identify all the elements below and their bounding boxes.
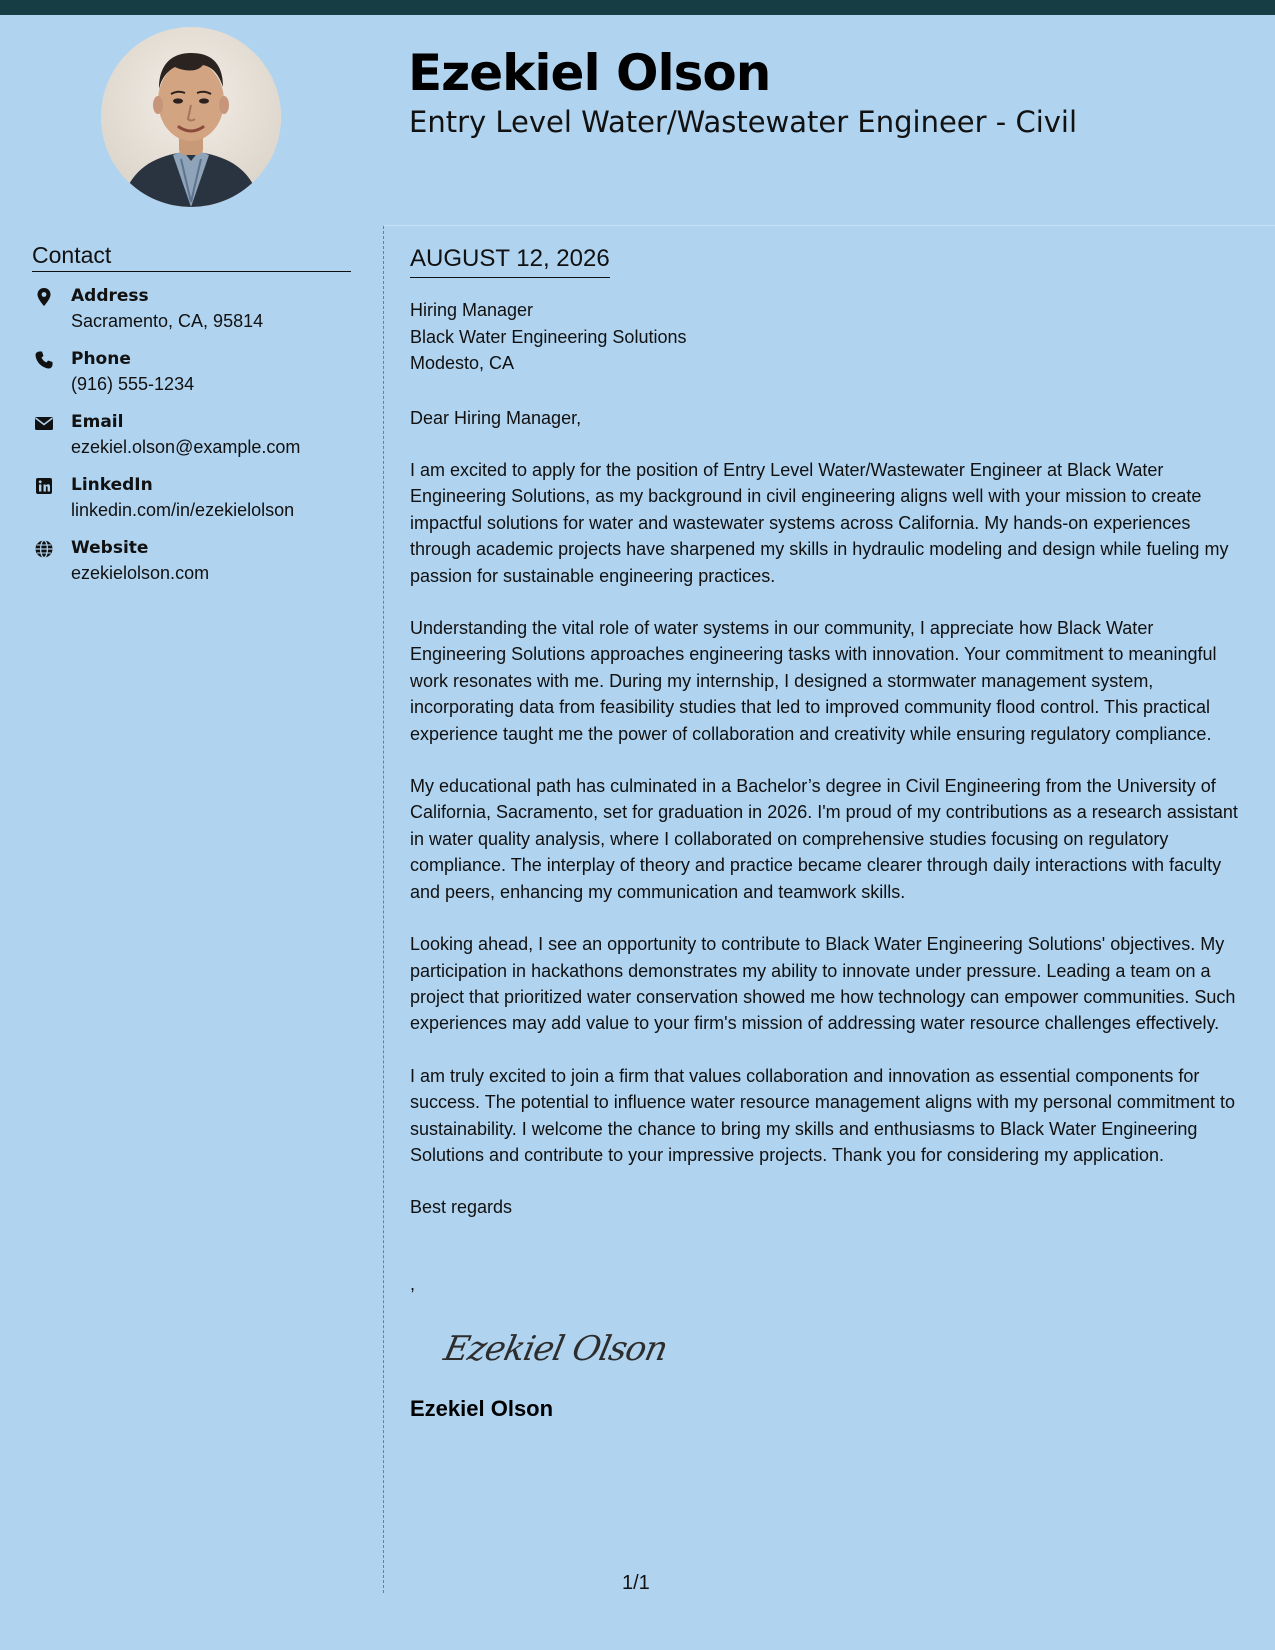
map-pin-icon (34, 287, 54, 307)
contact-list (32, 284, 362, 599)
letter-date: AUGUST 12, 2026 (410, 244, 610, 278)
linkedin-value[interactable]: linkedin.com/in/ezekielolson (71, 500, 295, 520)
linkedin-icon (34, 476, 54, 496)
website-value[interactable]: ezekielolson.com (71, 563, 210, 583)
contact-item-website (32, 536, 362, 599)
phone-value[interactable]: (916) 555-1234 (71, 374, 195, 394)
job-title: Entry Level Water/Wastewater Engineer - Civil (409, 105, 1078, 139)
contact-item-phone (32, 347, 362, 410)
recipient-block (410, 297, 1250, 377)
contact-label: Address (71, 286, 149, 306)
contact-label: LinkedIn (71, 475, 153, 495)
cover-letter (410, 244, 1250, 1423)
handwritten-signature: Ezekiel Olson (440, 1328, 671, 1369)
letter-paragraph: Understanding the vital role of water systems in our community, I appreciate how Black Water Engineering Solutions approaches engineering tasks with innovation. Your commitment to meaningful work resonates with me. During my internship, I designed a stormwater management system, incorporating data from feasibility studies that led to improved community flood control. This practical experience taught me the power of collaboration and creativity while ensuring regulatory compliance. (410, 618, 1217, 744)
contact-label: Email (71, 412, 124, 432)
candidate-name: Ezekiel Olson (408, 44, 771, 102)
salutation: Dear Hiring Manager, (410, 407, 582, 428)
recipient-company: Black Water Engineering Solutions (410, 326, 687, 347)
contact-label: Website (71, 538, 149, 558)
address-value: Sacramento, CA, 95814 (71, 311, 264, 331)
closing: Best regards (410, 1197, 513, 1218)
globe-icon (34, 539, 54, 559)
contact-item-linkedin (32, 473, 362, 536)
signed-name: Ezekiel Olson (410, 1395, 554, 1421)
letter-paragraph: My educational path has culminated in a Bachelor’s degree in Civil Engineering from the University of California, Sacramento, set for graduation in 2026. I'm proud of my contributions as a research assistant in water quality analysis, where I collaborated on comprehensive studies focusing on regulatory compliance. The interplay of theory and practice became clearer through daily interactions with faculty and peers, enhancing my communication and teamwork skills. (410, 776, 1238, 902)
envelope-icon (34, 413, 54, 433)
column-divider (383, 226, 384, 1593)
stray-comma: , (410, 1273, 416, 1294)
letter-paragraph: Looking ahead, I see an opportunity to contribute to Black Water Engineering Solutions' objectives. My participation in hackathons demonstrates my ability to innovate under pressure. Leading a team on a project that prioritized water conservation showed me how technology can empower communities. Such experiences may add value to your firm's mission of addressing water resource challenges effectively. (410, 934, 1236, 1034)
contact-heading: Contact (32, 240, 351, 272)
contact-item-address (32, 284, 362, 347)
letter-paragraph: I am excited to apply for the position of Entry Level Water/Wastewater Engineer at Black Water Engineering Solutions, as my background in civil engineering aligns well with your mission to create impactful solutions for water and wastewater systems across California. My hands-on experiences through academic projects have sharpened my skills in hydraulic modeling and design while fueling my passion for sustainable engineering practices. (410, 460, 1229, 586)
contact-label: Phone (71, 349, 131, 369)
contact-item-email (32, 410, 362, 473)
header-divider (384, 225, 1275, 226)
top-accent-bar (0, 0, 1275, 15)
page-number: 1/1 (622, 1572, 650, 1594)
recipient-location: Modesto, CA (410, 353, 515, 373)
profile-photo (101, 27, 281, 207)
letter-paragraph: I am truly excited to join a firm that values collaboration and innovation as essential components for success. The potential to influence water resource management aligns with my personal commitment to sustainability. I welcome the chance to bring my skills and enthusiasms to Black Water Engineering Solutions and contribute to your impressive projects. Thank you for considering my application. (410, 1065, 1236, 1165)
recipient-name: Hiring Manager (410, 300, 534, 320)
email-value[interactable]: ezekiel.olson@example.com (71, 437, 301, 457)
phone-icon (34, 350, 54, 370)
